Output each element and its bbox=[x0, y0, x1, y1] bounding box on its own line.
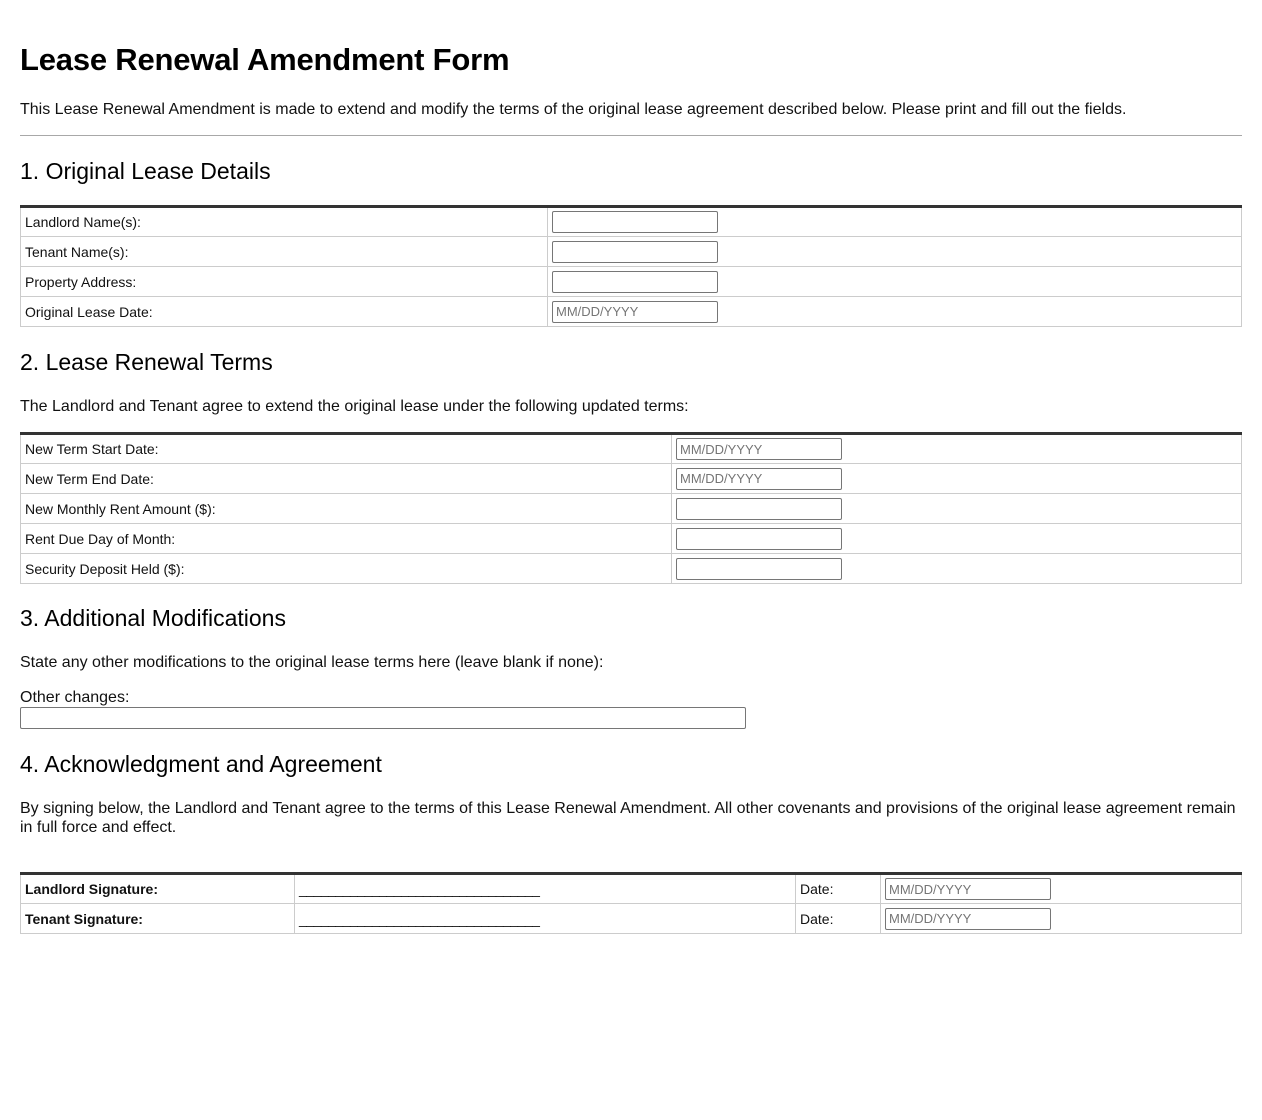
rent-due-day-input[interactable] bbox=[676, 528, 842, 550]
original-lease-date-input[interactable] bbox=[552, 301, 718, 323]
tenant-signature-line: _________________________________ bbox=[295, 904, 796, 934]
section3-description: State any other modifications to the original lease terms here (leave blank if none): bbox=[20, 654, 604, 671]
new-term-end-input[interactable] bbox=[676, 468, 842, 490]
monthly-rent-input[interactable] bbox=[676, 498, 842, 520]
property-address-label: Property Address: bbox=[21, 267, 548, 297]
security-deposit-label: Security Deposit Held ($): bbox=[21, 554, 672, 584]
table-row bbox=[21, 237, 1242, 267]
table-row bbox=[21, 297, 1242, 327]
section3-heading: 3. Additional Modifications bbox=[20, 605, 286, 631]
landlord-date-input[interactable] bbox=[885, 878, 1051, 900]
table-row bbox=[21, 554, 1242, 584]
new-term-start-label: New Term Start Date: bbox=[21, 434, 672, 464]
new-term-end-label: New Term End Date: bbox=[21, 464, 672, 494]
other-changes-label: Other changes: bbox=[20, 689, 130, 706]
section2-description: The Landlord and Tenant agree to extend the original lease under the following updated terms: bbox=[20, 398, 689, 415]
table-row bbox=[21, 524, 1242, 554]
landlord-signature-line: _________________________________ bbox=[295, 874, 796, 904]
section2-heading: 2. Lease Renewal Terms bbox=[20, 349, 273, 375]
renewal-terms-table bbox=[20, 432, 1242, 584]
page-title: Lease Renewal Amendment Form bbox=[20, 42, 510, 77]
tenant-name-label: Tenant Name(s): bbox=[21, 237, 548, 267]
original-lease-date-label: Original Lease Date: bbox=[21, 297, 548, 327]
table-row bbox=[21, 874, 1242, 904]
landlord-name-label: Landlord Name(s): bbox=[21, 207, 548, 237]
table-row bbox=[21, 267, 1242, 297]
other-changes-input[interactable] bbox=[20, 707, 746, 729]
tenant-name-input[interactable] bbox=[552, 241, 718, 263]
new-term-start-input[interactable] bbox=[676, 438, 842, 460]
table-row bbox=[21, 904, 1242, 934]
rent-due-day-label: Rent Due Day of Month: bbox=[21, 524, 672, 554]
landlord-name-input[interactable] bbox=[552, 211, 718, 233]
section4-heading: 4. Acknowledgment and Agreement bbox=[20, 751, 382, 777]
section4-description: By signing below, the Landlord and Tenant agree to the terms of this Lease Renewal Amendment. All other covenants and provisions of the original lease agreement remain in full force and effect. bbox=[20, 800, 1236, 836]
table-row bbox=[21, 494, 1242, 524]
section1-heading: 1. Original Lease Details bbox=[20, 158, 271, 184]
monthly-rent-label: New Monthly Rent Amount ($): bbox=[21, 494, 672, 524]
tenant-date-input[interactable] bbox=[885, 908, 1051, 930]
tenant-date-label: Date: bbox=[796, 904, 881, 934]
landlord-date-label: Date: bbox=[796, 874, 881, 904]
landlord-signature-label: Landlord Signature: bbox=[21, 874, 295, 904]
property-address-input[interactable] bbox=[552, 271, 718, 293]
intro-text: This Lease Renewal Amendment is made to extend and modify the terms of the original lease agreement described below. Please print and fill out the fields. bbox=[20, 101, 1127, 118]
tenant-signature-label: Tenant Signature: bbox=[21, 904, 295, 934]
divider bbox=[20, 135, 1242, 136]
table-row bbox=[21, 434, 1242, 464]
security-deposit-input[interactable] bbox=[676, 558, 842, 580]
original-lease-table bbox=[20, 205, 1242, 327]
table-row bbox=[21, 464, 1242, 494]
table-row bbox=[21, 207, 1242, 237]
signature-table bbox=[20, 872, 1242, 934]
